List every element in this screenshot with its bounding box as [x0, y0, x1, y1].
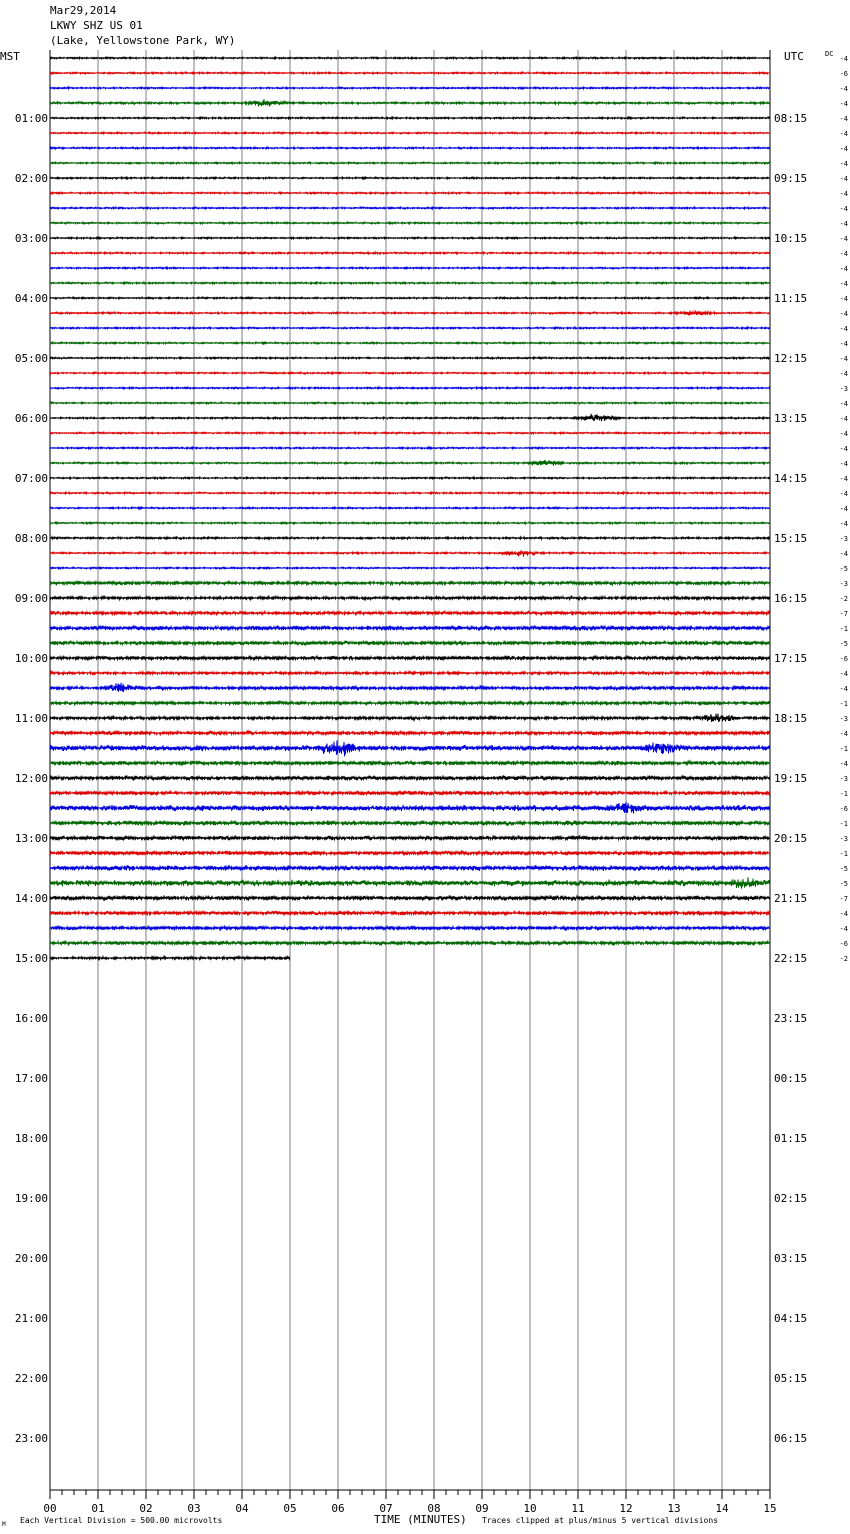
- trace-line: [50, 207, 770, 209]
- right-hour-label: 19:15: [774, 772, 808, 785]
- trace-line: [50, 926, 770, 930]
- dc-offset-label: -4: [839, 130, 848, 138]
- trace-line: [50, 297, 770, 299]
- dc-offset-label: -6: [839, 805, 848, 813]
- right-hour-label: 02:15: [774, 1192, 808, 1205]
- trace-line: [50, 851, 770, 856]
- dc-offset-label: -1: [839, 790, 848, 798]
- right-hour-label: 01:15: [774, 1132, 808, 1145]
- x-tick-label: 00: [43, 1502, 57, 1515]
- trace-group: [50, 57, 770, 960]
- trace-line: [50, 957, 290, 960]
- dc-offset-label: -4: [839, 55, 848, 63]
- dc-offset-label: -4: [839, 340, 848, 348]
- dc-offset-label: -4: [839, 430, 848, 438]
- axis-labels: [15, 55, 848, 1515]
- left-hour-label: 14:00: [14, 892, 48, 905]
- dc-offset-label: -4: [839, 250, 848, 258]
- trace-line: [50, 877, 770, 888]
- trace-line: [50, 740, 770, 756]
- x-tick-label: 07: [379, 1502, 393, 1515]
- right-hour-label: 14:15: [774, 472, 808, 485]
- dc-offset-label: -2: [839, 955, 848, 963]
- dc-offset-label: -4: [839, 520, 848, 528]
- dc-offset-label: -3: [839, 775, 848, 783]
- x-tick-label: 03: [187, 1502, 201, 1515]
- dc-offset-label: -3: [839, 535, 848, 543]
- dc-offset-label: -7: [839, 610, 848, 618]
- trace-line: [50, 941, 770, 945]
- left-hour-label: 01:00: [14, 112, 48, 125]
- x-tick-label: 11: [571, 1502, 585, 1515]
- dc-offset-label: -4: [839, 355, 848, 363]
- dc-offset-label: -4: [839, 280, 848, 288]
- dc-offset-label: -4: [839, 760, 848, 768]
- right-hour-label: 04:15: [774, 1312, 808, 1325]
- left-hour-label: 13:00: [14, 832, 48, 845]
- dc-offset-label: -6: [839, 940, 848, 948]
- trace-line: [50, 72, 770, 74]
- dc-offset-label: -1: [839, 850, 848, 858]
- dc-offset-label: -4: [839, 460, 848, 468]
- left-hour-label: 09:00: [14, 592, 48, 605]
- dc-offset-label: -4: [839, 445, 848, 453]
- trace-line: [50, 460, 770, 466]
- left-hour-label: 21:00: [14, 1312, 48, 1325]
- left-hour-label: 20:00: [14, 1252, 48, 1265]
- trace-line: [50, 267, 770, 269]
- dc-offset-label: -1: [839, 820, 848, 828]
- right-hour-label: 13:15: [774, 412, 808, 425]
- trace-line: [50, 507, 770, 509]
- dc-offset-label: -5: [839, 640, 848, 648]
- dc-offset-label: -4: [839, 295, 848, 303]
- dc-offset-label: -3: [839, 385, 848, 393]
- trace-line: [50, 596, 770, 599]
- dc-offset-label: -4: [839, 190, 848, 198]
- dc-offset-label: -3: [839, 835, 848, 843]
- right-hour-label: 00:15: [774, 1072, 808, 1085]
- trace-line: [50, 372, 770, 374]
- dc-offset-label: -4: [839, 370, 848, 378]
- left-hour-label: 05:00: [14, 352, 48, 365]
- trace-line: [50, 896, 770, 901]
- trace-line: [50, 701, 770, 705]
- trace-line: [50, 791, 770, 795]
- x-tick-label: 04: [235, 1502, 249, 1515]
- trace-line: [50, 237, 770, 239]
- left-hour-label: 07:00: [14, 472, 48, 485]
- trace-line: [50, 387, 770, 389]
- dc-offset-label: -4: [839, 415, 848, 423]
- trace-line: [50, 522, 770, 524]
- left-hour-label: 18:00: [14, 1132, 48, 1145]
- left-hour-label: 15:00: [14, 952, 48, 965]
- dc-offset-label: -4: [839, 475, 848, 483]
- right-hour-label: 17:15: [774, 652, 808, 665]
- trace-line: [50, 492, 770, 494]
- right-hour-label: 09:15: [774, 172, 808, 185]
- right-hour-label: 08:15: [774, 112, 808, 125]
- trace-line: [50, 432, 770, 434]
- dc-offset-label: -6: [839, 70, 848, 78]
- dc-offset-label: -4: [839, 220, 848, 228]
- trace-line: [50, 447, 770, 449]
- trace-line: [50, 282, 770, 284]
- x-axis-title: TIME (MINUTES): [374, 1513, 467, 1526]
- trace-line: [50, 57, 770, 59]
- right-hour-label: 20:15: [774, 832, 808, 845]
- header-location: (Lake, Yellowstone Park, WY): [50, 34, 236, 47]
- dc-offset-label: -3: [839, 715, 848, 723]
- dc-offset-label: -1: [839, 745, 848, 753]
- dc-offset-label: -4: [839, 925, 848, 933]
- x-tick-label: 13: [667, 1502, 681, 1515]
- trace-line: [50, 567, 770, 569]
- dc-offset-label: -4: [839, 235, 848, 243]
- dc-offset-label: -4: [839, 160, 848, 168]
- dc-offset-label: -2: [839, 595, 848, 603]
- right-hour-label: 05:15: [774, 1372, 808, 1385]
- trace-line: [50, 911, 770, 915]
- dc-offset-label: -4: [839, 100, 848, 108]
- right-hour-label: 23:15: [774, 1012, 808, 1025]
- header-date: Mar29,2014: [50, 4, 117, 17]
- trace-line: [50, 683, 770, 692]
- dc-offset-label: -4: [839, 550, 848, 558]
- x-tick-label: 02: [139, 1502, 153, 1515]
- dc-offset-label: -4: [839, 175, 848, 183]
- right-hour-label: 12:15: [774, 352, 808, 365]
- x-tick-label: 06: [331, 1502, 345, 1515]
- right-hour-label: 15:15: [774, 532, 808, 545]
- trace-line: [50, 865, 770, 871]
- trace-line: [50, 132, 770, 134]
- dc-offset-label: -4: [839, 310, 848, 318]
- trace-line: [50, 626, 770, 631]
- dc-offset-label: -6: [839, 655, 848, 663]
- dc-offset-label: -4: [839, 115, 848, 123]
- left-hour-label: 22:00: [14, 1372, 48, 1385]
- left-hour-label: 04:00: [14, 292, 48, 305]
- x-tick-label: 08: [427, 1502, 441, 1515]
- trace-line: [50, 117, 770, 119]
- x-tick-label: 15: [763, 1502, 777, 1515]
- dc-label: DC: [825, 50, 834, 58]
- x-tick-label: 14: [715, 1502, 729, 1515]
- dc-offset-label: -1: [839, 700, 848, 708]
- trace-line: [50, 656, 770, 660]
- right-timezone-label: UTC: [784, 50, 804, 63]
- left-hour-label: 17:00: [14, 1072, 48, 1085]
- trace-line: [50, 611, 770, 615]
- dc-offset-label: -4: [839, 265, 848, 273]
- trace-line: [50, 775, 770, 780]
- trace-line: [50, 477, 770, 479]
- trace-line: [50, 836, 770, 841]
- x-tick-label: 05: [283, 1502, 297, 1515]
- dc-offset-label: -5: [839, 565, 848, 573]
- trace-line: [50, 99, 770, 106]
- trace-line: [50, 802, 770, 814]
- trace-line: [50, 147, 770, 149]
- left-hour-label: 10:00: [14, 652, 48, 665]
- trace-line: [50, 714, 770, 722]
- trace-line: [50, 222, 770, 224]
- dc-offset-label: -1: [839, 625, 848, 633]
- right-hour-label: 10:15: [774, 232, 808, 245]
- trace-line: [50, 550, 770, 557]
- trace-line: [50, 252, 770, 254]
- footer-right-note: Traces clipped at plus/minus 5 vertical divisions: [482, 1516, 719, 1525]
- trace-line: [50, 192, 770, 194]
- dc-offset-label: -4: [839, 730, 848, 738]
- trace-line: [50, 162, 770, 164]
- trace-line: [50, 310, 770, 315]
- right-hour-label: 18:15: [774, 712, 808, 725]
- right-hour-label: 06:15: [774, 1432, 808, 1445]
- trace-line: [50, 402, 770, 404]
- left-hour-label: 11:00: [14, 712, 48, 725]
- trace-line: [50, 671, 770, 674]
- right-hour-label: 16:15: [774, 592, 808, 605]
- right-hour-label: 03:15: [774, 1252, 808, 1265]
- trace-line: [50, 87, 770, 89]
- trace-line: [50, 342, 770, 344]
- left-hour-label: 06:00: [14, 412, 48, 425]
- x-tick-label: 01: [91, 1502, 105, 1515]
- left-timezone-label: MST: [0, 50, 20, 63]
- left-hour-label: 12:00: [14, 772, 48, 785]
- left-hour-label: 23:00: [14, 1432, 48, 1445]
- dc-offset-label: -4: [839, 670, 848, 678]
- left-hour-label: 19:00: [14, 1192, 48, 1205]
- left-hour-label: 16:00: [14, 1012, 48, 1025]
- header-station: LKWY SHZ US 01: [50, 19, 143, 32]
- dc-offset-label: -4: [839, 205, 848, 213]
- dc-offset-label: -4: [839, 505, 848, 513]
- trace-line: [50, 537, 770, 539]
- trace-line: [50, 821, 770, 826]
- dc-offset-label: -4: [839, 685, 848, 693]
- right-hour-label: 11:15: [774, 292, 808, 305]
- x-tick-label: 09: [475, 1502, 489, 1515]
- dc-offset-label: -4: [839, 325, 848, 333]
- dc-offset-label: -7: [839, 895, 848, 903]
- x-tick-label: 10: [523, 1502, 537, 1515]
- trace-line: [50, 177, 770, 179]
- dc-offset-label: -5: [839, 880, 848, 888]
- dc-offset-label: -3: [839, 580, 848, 588]
- right-hour-label: 21:15: [774, 892, 808, 905]
- trace-line: [50, 357, 770, 359]
- trace-line: [50, 761, 770, 765]
- trace-line: [50, 581, 770, 585]
- x-tick-label: 12: [619, 1502, 633, 1515]
- dc-offset-label: -4: [839, 85, 848, 93]
- left-hour-label: 03:00: [14, 232, 48, 245]
- right-hour-label: 22:15: [774, 952, 808, 965]
- dc-offset-label: -4: [839, 400, 848, 408]
- dc-offset-label: -4: [839, 910, 848, 918]
- dc-offset-label: -4: [839, 145, 848, 153]
- dc-offset-label: -5: [839, 865, 848, 873]
- footer-left-note: Each Vertical Division = 500.00 microvolts: [20, 1516, 223, 1525]
- left-hour-label: 08:00: [14, 532, 48, 545]
- trace-line: [50, 327, 770, 329]
- trace-line: [50, 641, 770, 646]
- trace-line: [50, 414, 770, 421]
- trace-line: [50, 731, 770, 735]
- dc-offset-label: -4: [839, 490, 848, 498]
- left-hour-label: 02:00: [14, 172, 48, 185]
- corner-mark: M: [2, 1521, 6, 1528]
